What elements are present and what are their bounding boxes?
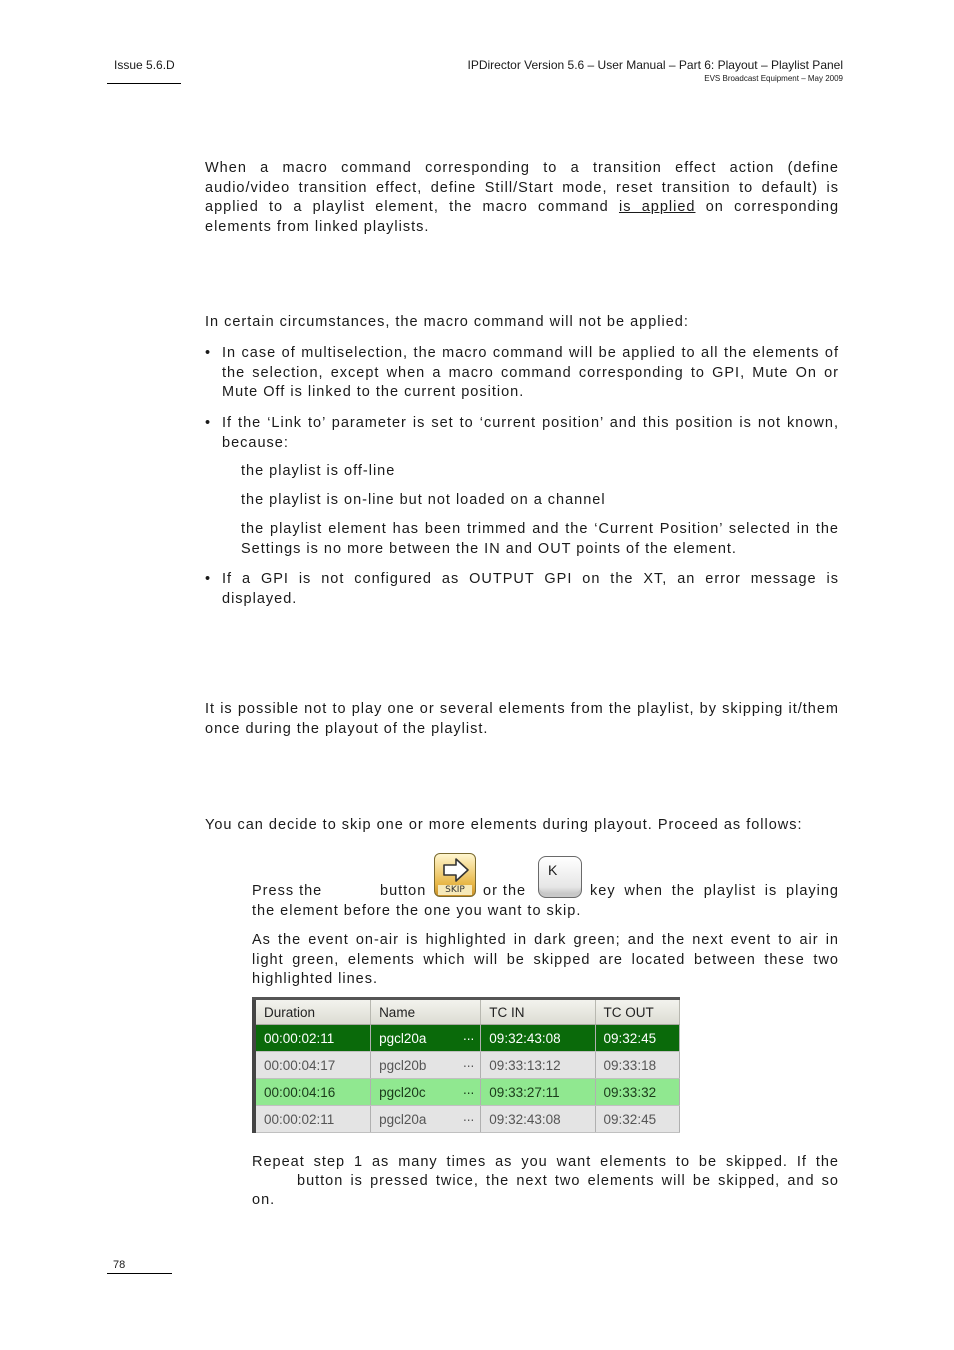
- ellipsis-button[interactable]: ...: [463, 1109, 475, 1124]
- skip-button-label: SKIP: [438, 885, 472, 895]
- step2-line3: on.: [252, 1192, 276, 1208]
- cell-tc-out: 09:32:45: [595, 1025, 679, 1052]
- p1-text-before: When a macro command corresponding to a transition effect action (define audio/video transition effect, define Still/Start mode, reset transition to default) is applied to a playlist element, the macro command: [205, 160, 839, 215]
- cell-tc-out: 09:32:45: [595, 1106, 679, 1133]
- step2-line1: Repeat step 1 as many times as you want elements to be skipped. If the: [252, 1154, 839, 1170]
- paragraph-not-applied: In certain circumstances, the macro command will not be applied:: [205, 314, 689, 330]
- cell-name: [371, 1079, 481, 1106]
- bullet-text: If the ‘Link to’ parameter is set to ‘current position’ and this position is not known, because:: [222, 415, 839, 451]
- bullet-text: If a GPI is not configured as OUTPUT GPI on the XT, an error message is displayed.: [222, 571, 839, 607]
- bullet-icon: •: [205, 571, 212, 587]
- document-title: IPDirector Version 5.6 – User Manual – Part 6: Playout – Playlist Panel: [467, 58, 843, 72]
- header-name[interactable]: Name: [371, 1000, 481, 1025]
- cell-tc-in: 09:32:43:08: [481, 1106, 595, 1133]
- paragraph-transition-macro: [205, 159, 839, 237]
- paragraph-skip-intro: It is possible not to play one or several elements from the playlist, by skipping it/them once during the playout of the playlist.: [205, 701, 839, 737]
- step1-line2: the element before the one you want to skip.: [252, 903, 582, 919]
- document-subtitle: EVS Broadcast Equipment – May 2009: [704, 74, 843, 83]
- cell-name-text: pgcl20c: [379, 1084, 426, 1100]
- step-note: As the event on-air is highlighted in dark green; and the next event to air in light green, elements which will be skipped are located between these two highlighted lines.: [252, 932, 839, 987]
- k-key-button[interactable]: [538, 856, 582, 898]
- cell-tc-out: 09:33:32: [595, 1079, 679, 1106]
- step1-press-text: Press the: [252, 883, 323, 899]
- cell-name-text: pgcl20a: [379, 1030, 427, 1046]
- ellipsis-button[interactable]: ...: [463, 1082, 475, 1097]
- cell-name: [371, 1052, 481, 1079]
- step1-key-text: key when the playlist is playing: [590, 883, 839, 899]
- cell-name-text: pgcl20a: [379, 1111, 427, 1127]
- header-duration[interactable]: Duration: [254, 1000, 371, 1025]
- issue-label: Issue 5.6.D: [114, 58, 175, 72]
- skip-button[interactable]: [434, 853, 476, 897]
- sub-item: the playlist is on-line but not loaded on a channel: [241, 492, 606, 508]
- bullet-icon: •: [205, 345, 212, 361]
- cell-name-text: pgcl20b: [379, 1057, 427, 1073]
- bullet-text: In case of multiselection, the macro command will be applied to all the elements of the selection, except when a macro command corresponding to GPI, Mute On or Mute Off is linked to the current position.: [222, 345, 839, 400]
- bullet-icon: •: [205, 415, 212, 431]
- cell-duration: 00:00:04:16: [254, 1079, 371, 1106]
- table-row[interactable]: [254, 1106, 680, 1133]
- table-row[interactable]: [254, 1079, 680, 1106]
- paragraph-skip-procedure: You can decide to skip one or more elements during playout. Proceed as follows:: [205, 817, 803, 833]
- cell-tc-in: 09:33:13:12: [481, 1052, 595, 1079]
- cell-name: [371, 1106, 481, 1133]
- sub-item: the playlist is off-line: [241, 463, 396, 479]
- sub-item: the playlist element has been trimmed and the ‘Current Position’ selected in the Settings is no more between the IN and OUT points of the element.: [241, 521, 839, 557]
- playlist-grid: [252, 997, 680, 1138]
- step1-button-text: button: [380, 883, 427, 899]
- cell-duration: 00:00:02:11: [254, 1106, 371, 1133]
- bullet-item: [205, 570, 839, 609]
- p1-underlined: is applied: [618, 199, 696, 215]
- p1-text-after: on corresponding elements from linked playlists.: [205, 199, 840, 235]
- page-number: 78: [113, 1259, 126, 1271]
- table-row[interactable]: [254, 1052, 680, 1079]
- right-arrow-icon: [441, 857, 471, 883]
- table-header-row: [254, 1000, 680, 1025]
- bullet-item: [205, 414, 839, 453]
- cell-name: [371, 1025, 481, 1052]
- cell-duration: 00:00:04:17: [254, 1052, 371, 1079]
- step1-or-text: or the: [483, 883, 527, 899]
- footer-rule: [107, 1273, 172, 1274]
- k-key-label: K: [548, 862, 558, 878]
- header-rule: [107, 83, 181, 84]
- header-tc-in[interactable]: TC IN: [481, 1000, 595, 1025]
- step2-line2: button is pressed twice, the next two elements will be skipped, and so: [297, 1173, 839, 1189]
- cell-tc-in: 09:33:27:11: [481, 1079, 595, 1106]
- cell-tc-in: 09:32:43:08: [481, 1025, 595, 1052]
- playlist-table: [252, 1000, 680, 1133]
- cell-duration: 00:00:02:11: [254, 1025, 371, 1052]
- ellipsis-button[interactable]: ...: [463, 1028, 475, 1043]
- bullet-item: [205, 344, 839, 403]
- cell-tc-out: 09:33:18: [595, 1052, 679, 1079]
- header-tc-out[interactable]: TC OUT: [595, 1000, 679, 1025]
- table-row[interactable]: [254, 1025, 680, 1052]
- ellipsis-button[interactable]: ...: [463, 1055, 475, 1070]
